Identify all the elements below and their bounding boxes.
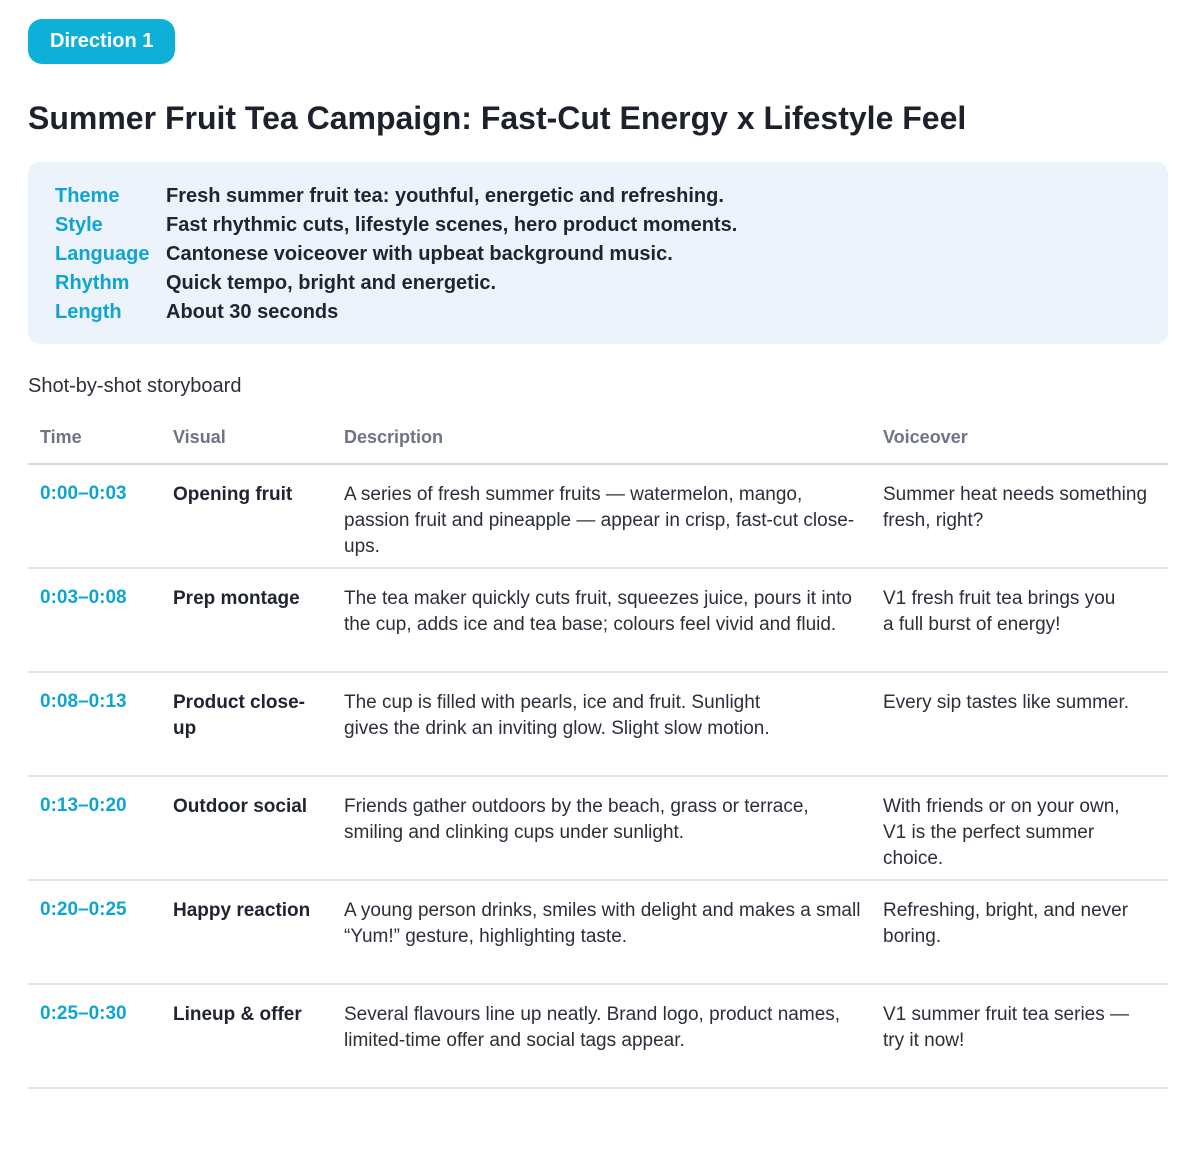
shot-voiceover-line: With friends or on your own, xyxy=(883,796,1120,817)
shot-description: A young person drinks, smiles with delight and makes a small “Yum!” gesture, highlighting taste. xyxy=(344,880,883,984)
table-row xyxy=(28,672,1168,776)
brief-value: Fresh summer fruit tea: youthful, energetic and refreshing. xyxy=(166,185,724,207)
direction-badge: Direction 1 xyxy=(28,19,175,64)
shot-voiceover-line: choice. xyxy=(883,848,944,869)
shot-time: 0:00–0:03 xyxy=(28,464,173,568)
brief-row-length xyxy=(55,298,1141,327)
brief-value: Quick tempo, bright and energetic. xyxy=(166,272,497,294)
shot-voiceover-line: boring. xyxy=(883,926,942,947)
section-label: Shot-by-shot storyboard xyxy=(28,375,242,397)
brief-key: Style xyxy=(55,214,103,236)
brief-value: About 30 seconds xyxy=(166,301,339,323)
brief-row-theme xyxy=(55,182,1141,211)
brief-row-language xyxy=(55,240,1141,269)
storyboard-table xyxy=(28,422,1168,1089)
shot-time: 0:03–0:08 xyxy=(28,568,173,672)
shot-voiceover-line: fresh, right? xyxy=(883,510,984,531)
column-header-voiceover: Voiceover xyxy=(883,422,1168,464)
brief-row-style xyxy=(55,211,1141,240)
page-title: Summer Fruit Tea Campaign: Fast-Cut Energy x Lifestyle Feel xyxy=(28,100,967,136)
shot-voiceover-line: Summer heat needs something xyxy=(883,484,1148,505)
shot-description-line: gives the drink an inviting glow. Slight slow motion. xyxy=(344,718,770,739)
shot-time: 0:20–0:25 xyxy=(28,880,173,984)
shot-visual: Opening fruit xyxy=(173,484,293,505)
table-header-row xyxy=(28,422,1168,464)
shot-visual: Prep montage xyxy=(173,588,300,609)
shot-description: The tea maker quickly cuts fruit, squeezes juice, pours it into the cup, adds ice and tea base; colours feel vivid and fluid. xyxy=(344,568,883,672)
shot-visual: Outdoor social xyxy=(173,796,308,817)
document-page xyxy=(28,19,1168,1089)
column-header-visual: Visual xyxy=(173,422,344,464)
shot-voiceover-line: V1 fresh fruit tea brings you xyxy=(883,588,1116,609)
shot-description-line: The cup is filled with pearls, ice and fruit. Sunlight xyxy=(344,692,761,713)
shot-voiceover-line: V1 summer fruit tea series — xyxy=(883,1004,1130,1025)
brief-key: Language xyxy=(55,243,150,265)
brief-value: Cantonese voiceover with upbeat background music. xyxy=(166,243,673,265)
brief-key: Theme xyxy=(55,185,120,207)
table-row xyxy=(28,984,1168,1088)
shot-time: 0:08–0:13 xyxy=(28,672,173,776)
brief-key: Length xyxy=(55,301,122,323)
brief-summary-box xyxy=(28,162,1168,344)
shot-voiceover-line: Refreshing, bright, and never xyxy=(883,900,1129,921)
shot-visual: Product close-up xyxy=(173,692,305,739)
table-row xyxy=(28,880,1168,984)
table-row xyxy=(28,568,1168,672)
table-row xyxy=(28,776,1168,880)
brief-value: Fast rhythmic cuts, lifestyle scenes, hero product moments. xyxy=(166,214,738,236)
shot-description: Several flavours line up neatly. Brand logo, product names, limited-time offer and social tags appear. xyxy=(344,984,883,1088)
shot-voiceover-line: V1 is the perfect summer xyxy=(883,822,1095,843)
column-header-time: Time xyxy=(28,422,173,464)
table-row xyxy=(28,464,1168,568)
shot-visual: Lineup & offer xyxy=(173,1004,302,1025)
shot-time: 0:25–0:30 xyxy=(28,984,173,1088)
brief-row-rhythm xyxy=(55,269,1141,298)
shot-voiceover: Every sip tastes like summer. xyxy=(883,672,1168,776)
shot-voiceover-line: a full burst of energy! xyxy=(883,614,1061,635)
brief-key: Rhythm xyxy=(55,272,130,294)
shot-time: 0:13–0:20 xyxy=(28,776,173,880)
column-header-description: Description xyxy=(344,422,883,464)
shot-description: Friends gather outdoors by the beach, grass or terrace, smiling and clinking cups under sunlight. xyxy=(344,776,883,880)
shot-voiceover-line: try it now! xyxy=(883,1030,965,1051)
shot-description: A series of fresh summer fruits — watermelon, mango, passion fruit and pineapple — appear in crisp, fast-cut close-ups. xyxy=(344,464,883,568)
shot-visual: Happy reaction xyxy=(173,900,311,921)
